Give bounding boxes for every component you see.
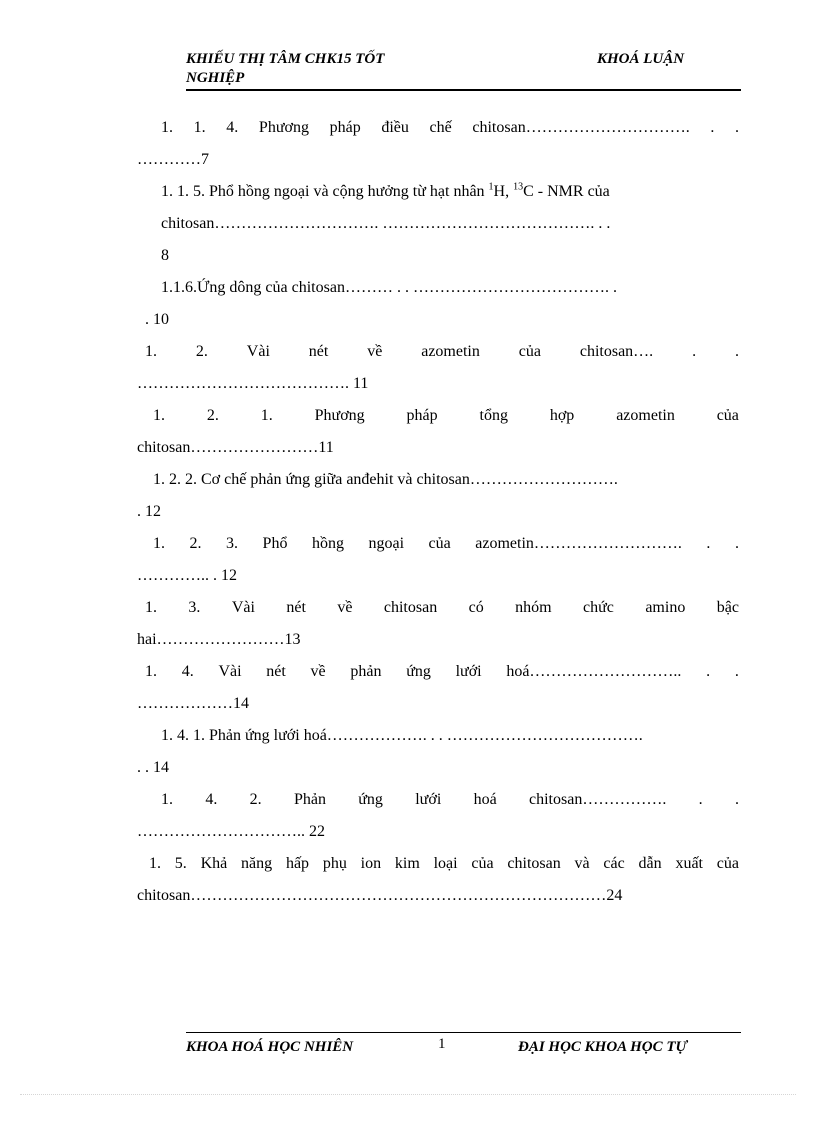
toc-word: .	[706, 663, 711, 680]
toc-word: chitosan…………….	[529, 791, 667, 808]
toc-word: 4.	[226, 119, 239, 136]
toc-line: ………………………….. 22	[137, 823, 325, 840]
toc-word: nét	[266, 663, 286, 680]
toc-line: chitosan……………………………………………………………………24	[137, 887, 623, 904]
superscript: 1	[488, 181, 494, 193]
toc-word: 3.	[188, 599, 201, 616]
footer-university: ĐẠI HỌC KHOA HỌC TỰ	[518, 1039, 688, 1055]
toc-word: 5.	[174, 855, 187, 872]
toc-word: ngoại	[368, 535, 405, 552]
toc-word: 4.	[205, 791, 218, 808]
toc-word: .	[734, 791, 739, 808]
toc-word: hồng	[311, 535, 344, 552]
toc-line: 8	[161, 247, 169, 264]
toc-line	[137, 176, 739, 208]
toc-word: bậc	[716, 599, 739, 616]
toc-entry-1-1-6	[137, 272, 739, 336]
toc-word: và	[574, 855, 590, 872]
toc-line: 1. 4. 1. Phản ứng lưới hoá………………. . . ……………………………….	[161, 727, 643, 744]
page-number: 1	[438, 1036, 446, 1052]
toc-word: của	[428, 535, 451, 552]
toc-word: hoá………………………..	[506, 663, 682, 680]
toc-word: 1.	[161, 119, 173, 136]
toc-line: 1.1.6.Ứng dông của chitosan……… . . ………………………………. .	[161, 279, 617, 296]
toc-word: .	[710, 119, 715, 136]
toc-word: .	[698, 791, 703, 808]
toc-word: phản	[350, 663, 382, 680]
toc-word: hoá	[473, 791, 497, 808]
toc-word: 2.	[195, 343, 208, 360]
toc-word: có	[468, 599, 484, 616]
toc-line	[137, 528, 739, 560]
toc-line	[137, 784, 739, 816]
toc-line	[137, 656, 739, 688]
toc-word: chitosan….	[579, 343, 654, 360]
toc-word: lưới	[455, 663, 482, 680]
toc-word: 2.	[249, 791, 262, 808]
toc-word: của	[716, 407, 739, 424]
toc-word: 1.	[193, 119, 206, 136]
toc-word: nét	[308, 343, 329, 360]
toc-word: .	[692, 343, 697, 360]
toc-entry-1-2-2	[137, 464, 739, 528]
toc-entry-1-2-1	[137, 400, 739, 464]
toc-word: nét	[286, 599, 306, 616]
toc-line: . 10	[145, 311, 169, 328]
toc-line	[137, 336, 739, 368]
header-document-type: KHOÁ LUẬN	[597, 51, 685, 67]
toc-word: ứng	[358, 791, 383, 808]
toc-word: chức	[583, 599, 614, 616]
toc-word: 1.	[145, 663, 157, 680]
toc-word: 1.	[149, 855, 161, 872]
toc-word: điều	[381, 119, 409, 136]
toc-entry-1-5	[137, 848, 739, 912]
toc-word: ứng	[406, 663, 431, 680]
toc-line: ………………14	[137, 695, 249, 712]
toc-line: ………….. . 12	[137, 567, 237, 584]
toc-word: phụ	[322, 855, 347, 872]
footer-rule	[186, 1032, 741, 1033]
toc-word: về	[337, 599, 353, 616]
toc-word: loại	[433, 855, 458, 872]
toc-line: chitosan……………………11	[137, 439, 334, 456]
toc-word: Khả	[200, 855, 228, 872]
toc-word: về	[310, 663, 326, 680]
toc-entry-1-4-1	[137, 720, 739, 784]
toc-word: 1.	[161, 791, 173, 808]
toc-word: của	[518, 343, 541, 360]
toc-word: nhóm	[515, 599, 552, 616]
toc-entry-1-1-4	[137, 112, 739, 176]
toc-word: 3.	[226, 535, 239, 552]
toc-entry-1-2-3	[137, 528, 739, 592]
toc-word: pháp	[406, 407, 438, 424]
toc-word: Phổ	[262, 535, 288, 552]
toc-word: .	[734, 343, 739, 360]
toc-word: hấp	[285, 855, 310, 872]
toc-word: Vài	[231, 599, 255, 616]
toc-word: 2.	[206, 407, 219, 424]
toc-word: 1.	[153, 407, 165, 424]
toc-word: Vài	[246, 343, 270, 360]
toc-word: pháp	[329, 119, 361, 136]
toc-word: .	[734, 663, 739, 680]
toc-word: về	[367, 343, 383, 360]
toc-entry-1-4-2	[137, 784, 739, 848]
toc-word: các	[603, 855, 625, 872]
toc-word: Phương	[258, 119, 309, 136]
toc-word: chitosan	[507, 855, 561, 872]
toc-line	[137, 400, 739, 432]
toc-line: …………7	[137, 151, 209, 168]
toc-text: H,	[493, 183, 514, 200]
superscript: 13	[513, 181, 524, 193]
toc-line: hai……………………13	[137, 631, 301, 648]
toc-word: amino	[645, 599, 686, 616]
toc-word: Vài	[218, 663, 242, 680]
toc-word: 2.	[189, 535, 202, 552]
toc-word: Phản	[293, 791, 326, 808]
toc-word: của	[716, 855, 739, 872]
footer-faculty: KHOA HOÁ HỌC NHIÊN	[186, 1039, 354, 1055]
toc-entry-1-1-5	[137, 176, 739, 272]
header-author-title: KHIẾU THỊ TÂM CHK15 TỐT NGHIỆP	[186, 51, 385, 86]
toc-word: của	[471, 855, 494, 872]
toc-entry-1-2	[137, 336, 739, 400]
toc-word: azometin	[421, 343, 480, 360]
toc-word: 4.	[181, 663, 194, 680]
header-rule	[186, 89, 741, 91]
toc-word: chế	[429, 119, 452, 136]
toc-word: 1.	[153, 535, 165, 552]
table-of-contents	[137, 112, 739, 912]
toc-word: dẫn	[638, 855, 662, 872]
toc-word: .	[706, 535, 711, 552]
toc-line: …………………………………. 11	[137, 375, 369, 392]
toc-word: azometin	[616, 407, 675, 424]
toc-word: azometin……………………….	[475, 535, 682, 552]
toc-word: .	[734, 119, 739, 136]
toc-word: năng	[241, 855, 273, 872]
toc-line: 1. 2. 2. Cơ chế phản ứng giữa anđehit và chitosan……………………….	[153, 471, 618, 488]
toc-word: kim	[394, 855, 420, 872]
toc-entry-1-4	[137, 656, 739, 720]
toc-entry-1-3	[137, 592, 739, 656]
toc-word: Phương	[314, 407, 365, 424]
toc-word: 1.	[260, 407, 273, 424]
toc-word: tổng	[479, 407, 508, 424]
toc-word: chitosan………………………….	[472, 119, 690, 136]
page-edge	[20, 1094, 796, 1095]
toc-line: . 12	[137, 503, 161, 520]
toc-word: 1.	[145, 343, 157, 360]
toc-line: . . 14	[137, 759, 169, 776]
toc-word: 1.	[145, 599, 157, 616]
toc-word: chitosan	[383, 599, 438, 616]
toc-word: lưới	[415, 791, 442, 808]
toc-line	[137, 592, 739, 624]
toc-line: chitosan…………………………. …………………………………. . .	[161, 215, 611, 232]
toc-text: 1. 1. 5. Phổ hồng ngoại và cộng hưởng từ hạt nhân	[161, 183, 489, 200]
toc-word: hợp	[549, 407, 575, 424]
toc-word: ion	[360, 855, 382, 872]
toc-word: xuất	[675, 855, 703, 872]
toc-line	[137, 112, 739, 144]
toc-word: .	[734, 535, 739, 552]
toc-line	[137, 848, 739, 880]
toc-text: C - NMR của	[523, 183, 610, 200]
